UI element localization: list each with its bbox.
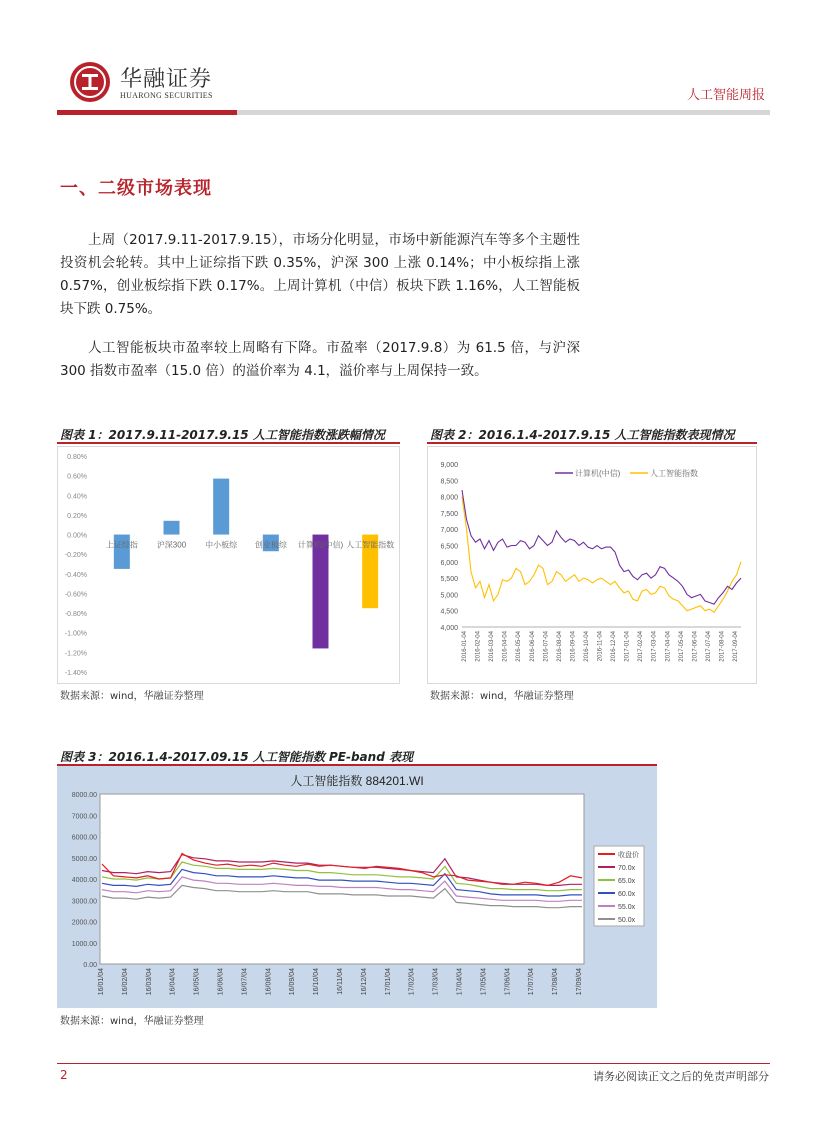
y-tick-label: 4,500 (440, 608, 458, 616)
figure-2-chart (427, 446, 757, 684)
legend-label: 50.0x (618, 917, 636, 924)
x-tick-label: 16/10/04 (313, 968, 321, 996)
paragraph-2: 人工智能板块市盈率较上周略有下降。市盈率（2017.9.8）为 61.5 倍，与沪深 300 指数市盈率（15.0 倍）的溢价率为 4.1，溢价率与上周保持一致。 (60, 340, 580, 379)
x-tick-label: 17/05/04 (480, 968, 488, 996)
y-tick-label: -1.00% (64, 630, 87, 638)
x-tick-label: 16/03/04 (145, 968, 153, 996)
x-tick-label: 2016-11-04 (597, 631, 604, 662)
x-tick-label: 2016-05-04 (516, 631, 523, 662)
y-tick-label: 9,000 (440, 462, 458, 469)
x-tick-label: 16/01/04 (98, 968, 105, 996)
y-tick-label: 0.00 (83, 962, 97, 969)
figure-2-rule (427, 442, 757, 444)
y-tick-label: 6,500 (440, 543, 458, 551)
x-tick-label: 2017-01-04 (624, 631, 631, 662)
x-tick-label: 17/04/04 (456, 968, 464, 996)
footer-rule (57, 1063, 770, 1064)
x-tick-label: 17/03/04 (432, 968, 440, 996)
y-tick-label: 0.00% (67, 532, 87, 540)
chart-3-title: 人工智能指数 884201.WI (290, 774, 424, 788)
x-tick-label: 17/07/04 (528, 968, 536, 996)
figure-1-title: 图表 1：2017.9.11-2017.9.15 人工智能指数涨跌幅情况 (60, 428, 385, 442)
x-tick-label: 16/07/04 (241, 968, 249, 996)
x-tick-label: 2016-08-04 (556, 631, 563, 662)
x-tick-label: 2016-02-04 (475, 631, 482, 662)
x-tick-label: 16/12/04 (360, 968, 368, 996)
x-tick-label: 2016-03-04 (489, 631, 496, 662)
header-bar-gray (237, 110, 770, 115)
x-tick-label: 2017-04-04 (665, 631, 672, 662)
category-label: 人工智能指数 (346, 540, 395, 550)
x-tick-label: 2016-01-04 (462, 631, 468, 662)
y-tick-label: 0.20% (67, 512, 87, 520)
y-tick-label: 8000.00 (71, 792, 97, 799)
x-tick-label: 2017-07-04 (705, 631, 712, 662)
y-tick-label: -1.40% (64, 670, 87, 677)
x-tick-label: 2017-02-04 (638, 631, 645, 662)
y-tick-label: -1.20% (64, 650, 87, 658)
category-label: 沪深300 (156, 540, 187, 550)
y-tick-label: -0.40% (64, 571, 87, 579)
figure-2-title: 图表 2：2016.1.4-2017.9.15 人工智能指数表现情况 (430, 428, 735, 442)
x-tick-label: 2016-04-04 (502, 631, 509, 662)
x-tick-label: 16/06/04 (217, 968, 225, 996)
y-tick-label: 0.80% (67, 454, 87, 461)
report-type: 人工智能周报 (686, 88, 765, 103)
y-tick-label: 7,500 (440, 510, 458, 518)
figure-2-source: 数据来源：wind，华融证券整理 (430, 691, 574, 702)
x-tick-label: 2017-05-04 (678, 631, 685, 662)
y-tick-label: -0.80% (64, 611, 87, 619)
section-title: 一、二级市场表现 (60, 178, 212, 199)
company-name-cn: 华融证券 (120, 67, 213, 92)
page-number: 2 (60, 1068, 68, 1082)
legend-label: 70.0x (618, 865, 636, 872)
x-tick-label: 2016-09-04 (570, 631, 577, 662)
x-tick-label: 16/05/04 (193, 968, 201, 996)
footer-disclaimer: 请务必阅读正文之后的免责声明部分 (593, 1070, 769, 1083)
y-tick-label: 2000.00 (71, 919, 97, 927)
category-label: 创业板综 (254, 540, 287, 550)
category-label: 上证综指 (105, 540, 138, 550)
y-tick-label: 4000.00 (71, 877, 97, 884)
legend-label: 55.0x (618, 904, 636, 911)
figure-1-rule (57, 442, 400, 444)
company-logo (70, 62, 110, 102)
x-tick-label: 2017-06-04 (692, 631, 699, 662)
x-tick-label: 2016-06-04 (529, 631, 536, 662)
y-tick-label: 6000.00 (71, 834, 97, 842)
y-tick-label: 5,500 (440, 576, 458, 584)
x-tick-label: 16/08/04 (265, 968, 273, 996)
x-tick-label: 16/02/04 (121, 968, 129, 996)
x-tick-label: 17/06/04 (504, 968, 512, 996)
x-tick-label: 2016-10-04 (583, 631, 590, 662)
y-tick-label: 4,000 (440, 625, 458, 632)
x-tick-label: 17/08/04 (552, 968, 560, 996)
x-tick-label: 16/11/04 (337, 968, 344, 995)
y-tick-label: 0.40% (67, 493, 87, 501)
y-tick-label: 5000.00 (71, 855, 97, 863)
x-tick-label: 2017-08-04 (719, 631, 726, 662)
company-name-en: HUARONG SECURITIES (120, 91, 213, 100)
figure-1-source: 数据来源：wind，华融证券整理 (60, 691, 204, 702)
y-tick-label: 7000.00 (71, 813, 97, 821)
y-tick-label: 6,000 (440, 559, 458, 567)
x-tick-label: 2017-03-04 (651, 631, 658, 662)
figure-3-source: 数据来源：wind，华融证券整理 (60, 1016, 204, 1027)
x-tick-label: 2016-07-04 (543, 631, 550, 662)
logo-emblem-icon (70, 62, 110, 102)
x-tick-label: 17/02/04 (408, 968, 416, 996)
x-tick-label: 17/09/04 (576, 968, 583, 996)
x-tick-label: 2016-12-04 (611, 631, 618, 662)
y-tick-label: -0.20% (64, 552, 87, 560)
figure-3-title: 图表 3：2016.1.4-2017.09.15 人工智能指数 PE-band 表现 (60, 750, 413, 764)
bar (313, 535, 329, 649)
x-tick-label: 16/04/04 (169, 968, 177, 996)
x-tick-label: 2017-09-04 (733, 631, 739, 662)
legend-label: 人工智能指数 (650, 469, 698, 478)
y-tick-label: 3000.00 (71, 898, 97, 906)
x-tick-label: 17/01/04 (384, 968, 392, 996)
y-tick-label: 0.60% (67, 473, 87, 481)
bar (164, 521, 180, 535)
legend-label: 计算机(中信) (575, 469, 621, 478)
legend-label: 收盘价 (618, 852, 639, 859)
y-tick-label: 7,000 (440, 527, 458, 535)
bar (213, 479, 229, 535)
y-tick-label: 8,500 (440, 478, 458, 486)
y-tick-label: 1000.00 (71, 940, 97, 948)
y-tick-label: 5,000 (440, 592, 458, 600)
category-label: 中小板综 (205, 540, 238, 550)
category-label: 计算机(中信) (297, 540, 344, 550)
header-bar-accent (57, 110, 237, 115)
x-tick-label: 16/09/04 (289, 968, 297, 996)
legend-label: 65.0x (618, 878, 636, 885)
figure-1-chart (57, 446, 400, 684)
y-tick-label: 8,000 (440, 494, 458, 502)
paragraph-1: 上周（2017.9.11-2017.9.15），市场分化明显，市场中新能源汽车等多个主题性投资机会轮转。其中上证综指下跌 0.35%，沪深 300 上涨 0.14%；中小板综指上涨 0.57%，创业板综指下跌 0.17%。上周计算机（中信）板块下跌 1.16%，人工智能板块下跌 0.75%。 (60, 232, 580, 317)
y-tick-label: -0.60% (64, 591, 87, 599)
legend-label: 60.0x (618, 891, 636, 898)
figure-3-chart (57, 766, 657, 1008)
